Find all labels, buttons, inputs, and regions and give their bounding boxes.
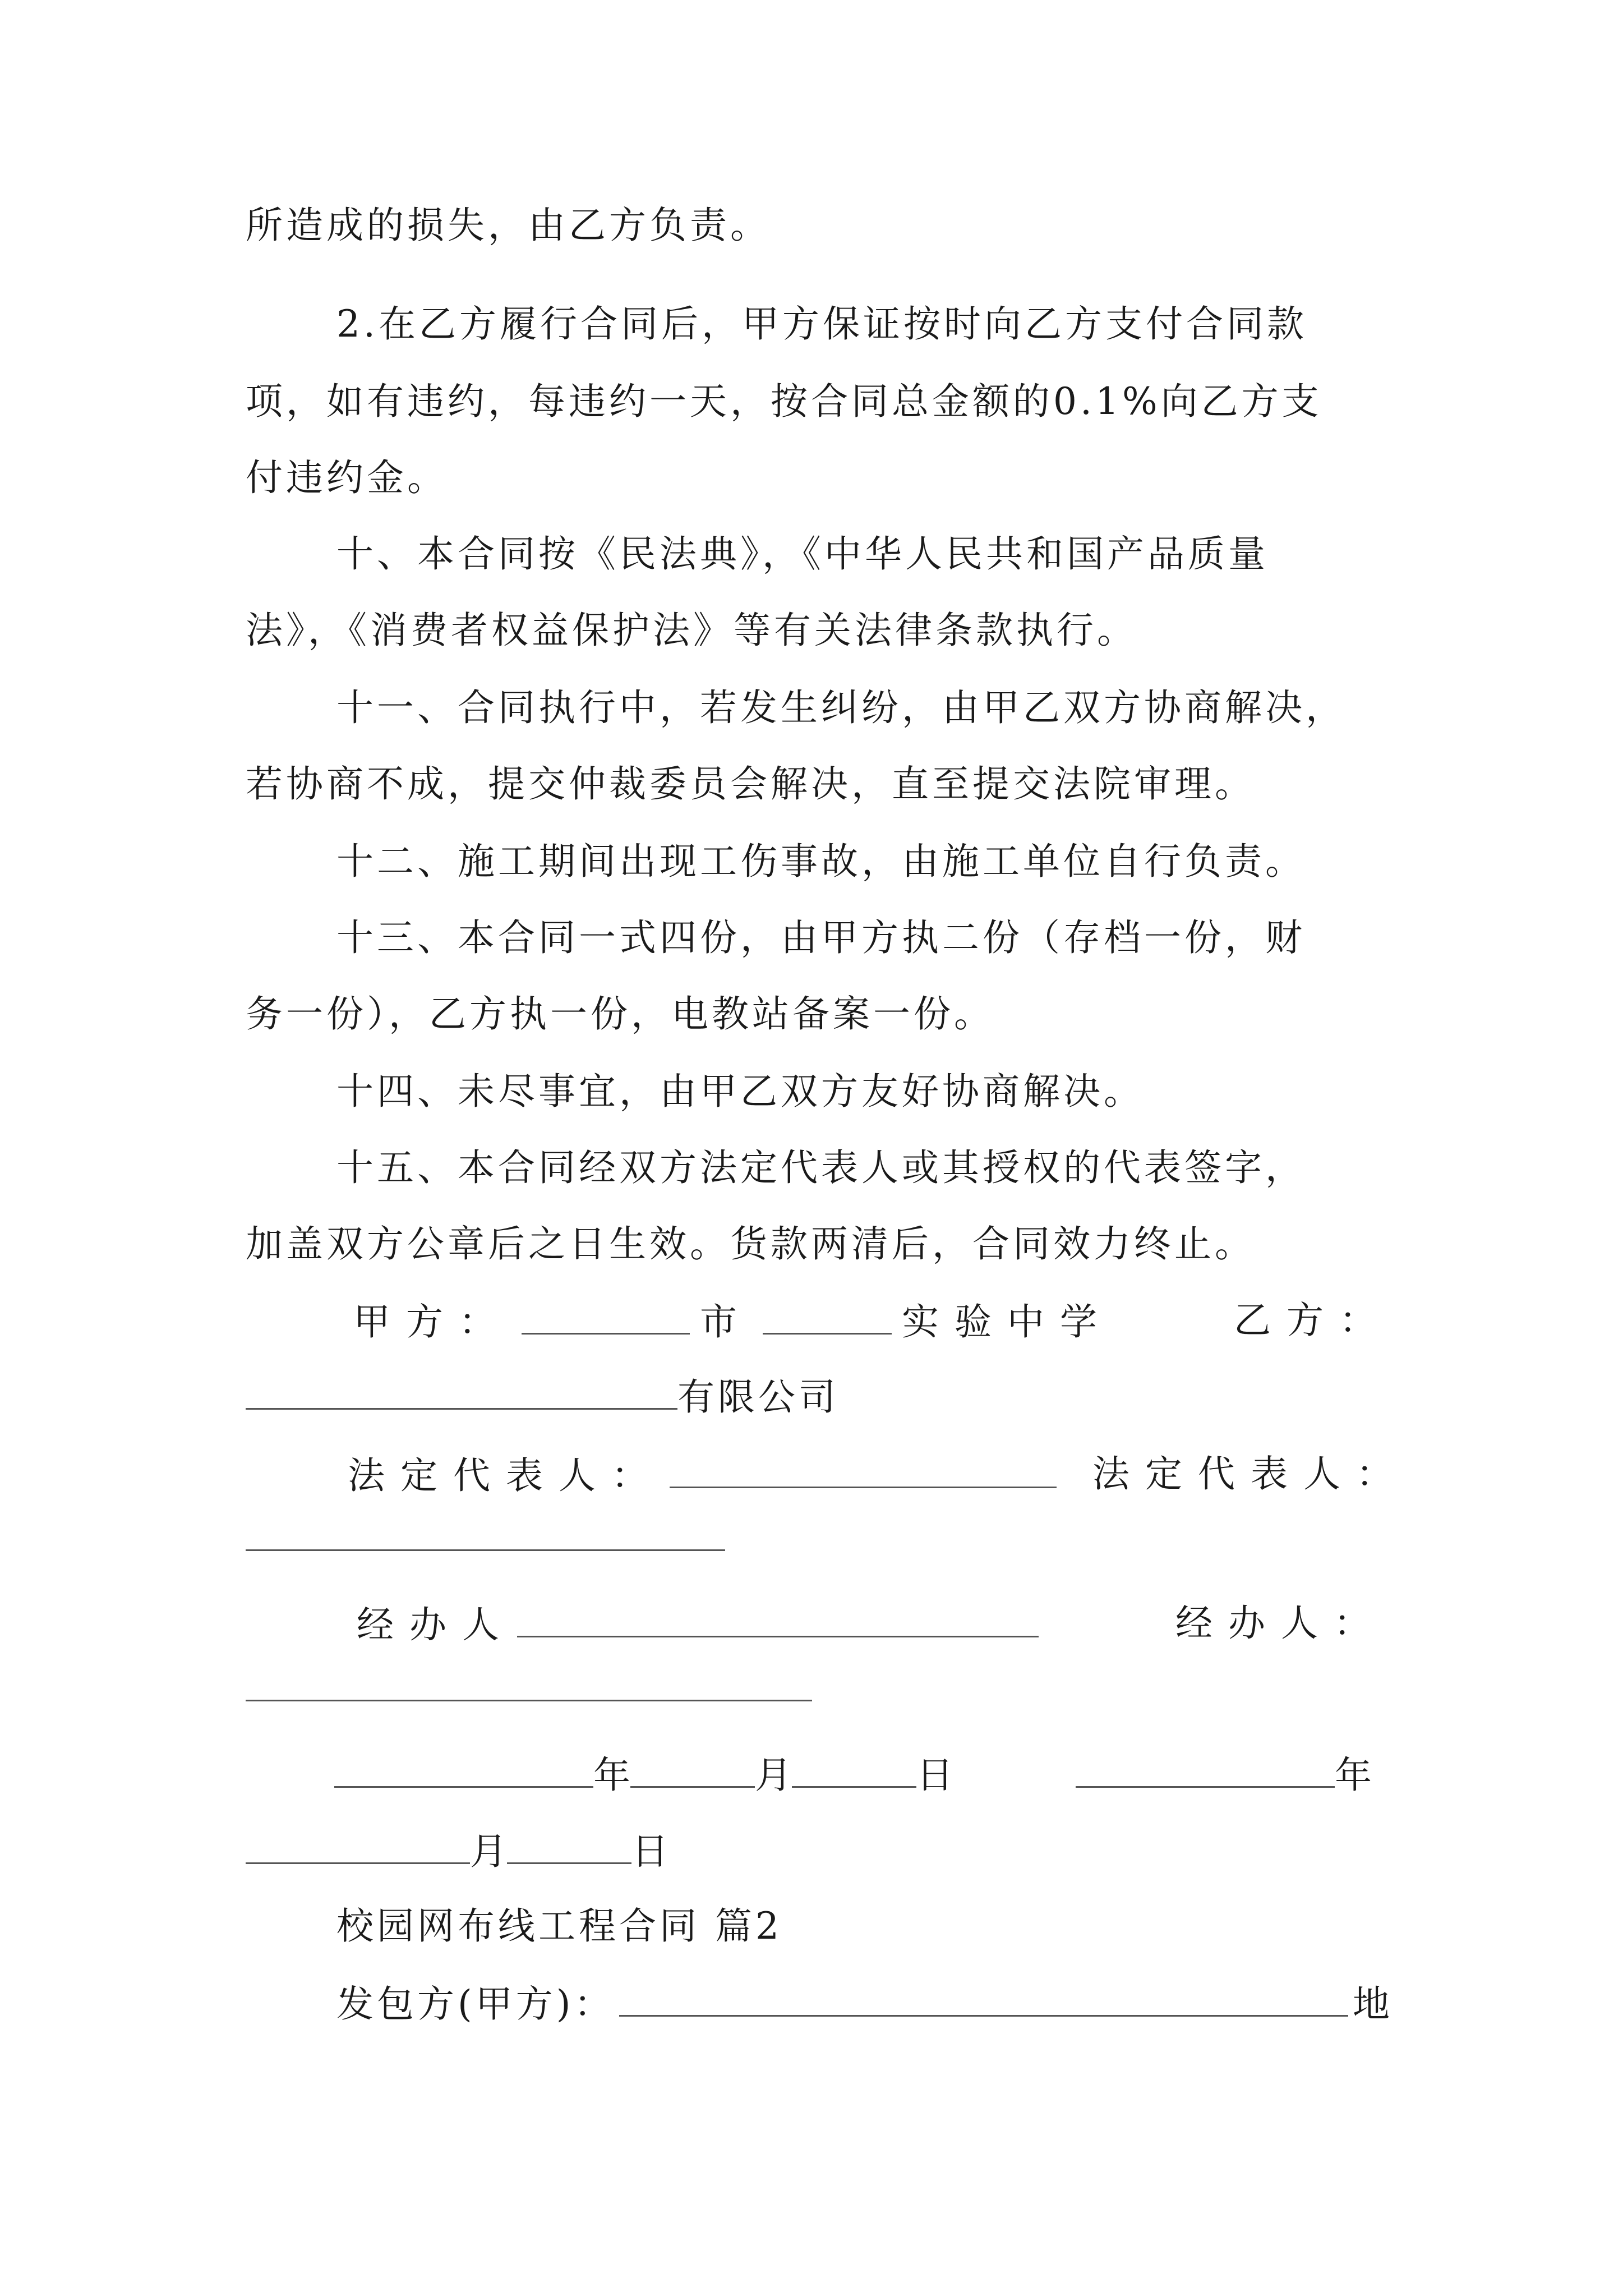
paragraph-line: 务一份），乙方执一份，电教站备案一份。 (246, 992, 994, 1036)
paragraph-line: 付违约金。 (246, 456, 448, 499)
agent-a-blank[interactable] (517, 1601, 1039, 1637)
legal-rep-a-blank[interactable] (670, 1452, 1057, 1488)
day-b-blank[interactable] (507, 1828, 631, 1864)
company-blank[interactable] (246, 1373, 677, 1410)
company-suffix: 有限公司 (677, 1375, 839, 1419)
party-a-label: 甲方： (353, 1300, 511, 1343)
contractor-blank[interactable] (619, 1980, 1349, 2017)
paragraph-line: 十五、本合同经双方法定代表人或其授权的代表签字， (336, 1146, 1306, 1189)
agent-b-row (246, 1665, 812, 1711)
day-b-label: 日 (631, 1830, 668, 1873)
legal-rep-b-blank[interactable] (246, 1515, 725, 1551)
contractor-label: 发包方(甲方)： (336, 1982, 615, 2026)
day-a-blank[interactable] (792, 1751, 916, 1788)
agent-a-label: 经办人 (357, 1603, 515, 1646)
month-a-label: 月 (755, 1754, 792, 1797)
company-row (246, 1373, 839, 1420)
paragraph-line: 十二、施工期间出现工伤事故，由施工单位自行负责。 (336, 840, 1306, 883)
school-suffix: 实验中学 (902, 1300, 1113, 1343)
party-a-row (353, 1298, 1113, 1345)
legal-rep-a-row (348, 1452, 1057, 1498)
contractor-row (336, 1980, 1390, 2027)
month-b-blank[interactable] (246, 1828, 470, 1864)
day-a-label: 日 (916, 1754, 953, 1797)
legal-rep-a-label: 法定代表人： (348, 1454, 664, 1497)
year-a-label: 年 (593, 1754, 630, 1797)
year-a-blank[interactable] (334, 1751, 593, 1788)
date-b-row (246, 1828, 668, 1874)
month-a-blank[interactable] (630, 1751, 755, 1788)
date-a-row (334, 1751, 953, 1798)
agent-b-label: 经办人： (1175, 1602, 1386, 1645)
agent-a-row (357, 1601, 1039, 1648)
contractor-trailing: 地 (1353, 1982, 1390, 2026)
party-b-label: 乙方： (1234, 1299, 1392, 1342)
legal-rep-b-row (246, 1515, 725, 1561)
paragraph-line: 十一、合同执行中，若发生纠纷，由甲乙双方协商解决， (336, 686, 1346, 729)
paragraph-line: 十三、本合同一式四份，由甲方执二份（存档一份，财 (336, 916, 1306, 959)
agent-b-blank[interactable] (246, 1665, 812, 1701)
month-b-label: 月 (470, 1830, 507, 1873)
section-title: 校园网布线工程合同 篇2 (336, 1904, 782, 1948)
date-b-year-row (1076, 1751, 1372, 1798)
paragraph-line: 若协商不成，提交仲裁委员会解决，直至提交法院审理。 (246, 762, 1255, 806)
year-b-blank[interactable] (1076, 1751, 1335, 1788)
paragraph-line: 项，如有违约，每违约一天，按合同总金额的0.1%向乙方支 (246, 380, 1322, 423)
paragraph-line: 所造成的损失，由乙方负责。 (246, 204, 771, 247)
city-blank[interactable] (522, 1298, 690, 1335)
paragraph-line: 2.在乙方履行合同后，甲方保证按时向乙方支付合同款 (336, 302, 1307, 346)
city-suffix: 市 (700, 1300, 753, 1343)
paragraph-line: 十、本合同按《民法典》，《中华人民共和国产品质量 (336, 532, 1269, 576)
paragraph-line: 法》，《消费者权益保护法》等有关法律条款执行。 (246, 609, 1137, 652)
paragraph-line: 十四、未尽事宜，由甲乙双方友好协商解决。 (336, 1070, 1144, 1113)
legal-rep-b-label: 法定代表人： (1092, 1452, 1409, 1496)
paragraph-line: 加盖双方公章后之日生效。货款两清后，合同效力终止。 (246, 1222, 1255, 1266)
school-blank[interactable] (763, 1298, 892, 1335)
year-b-label: 年 (1335, 1754, 1372, 1797)
